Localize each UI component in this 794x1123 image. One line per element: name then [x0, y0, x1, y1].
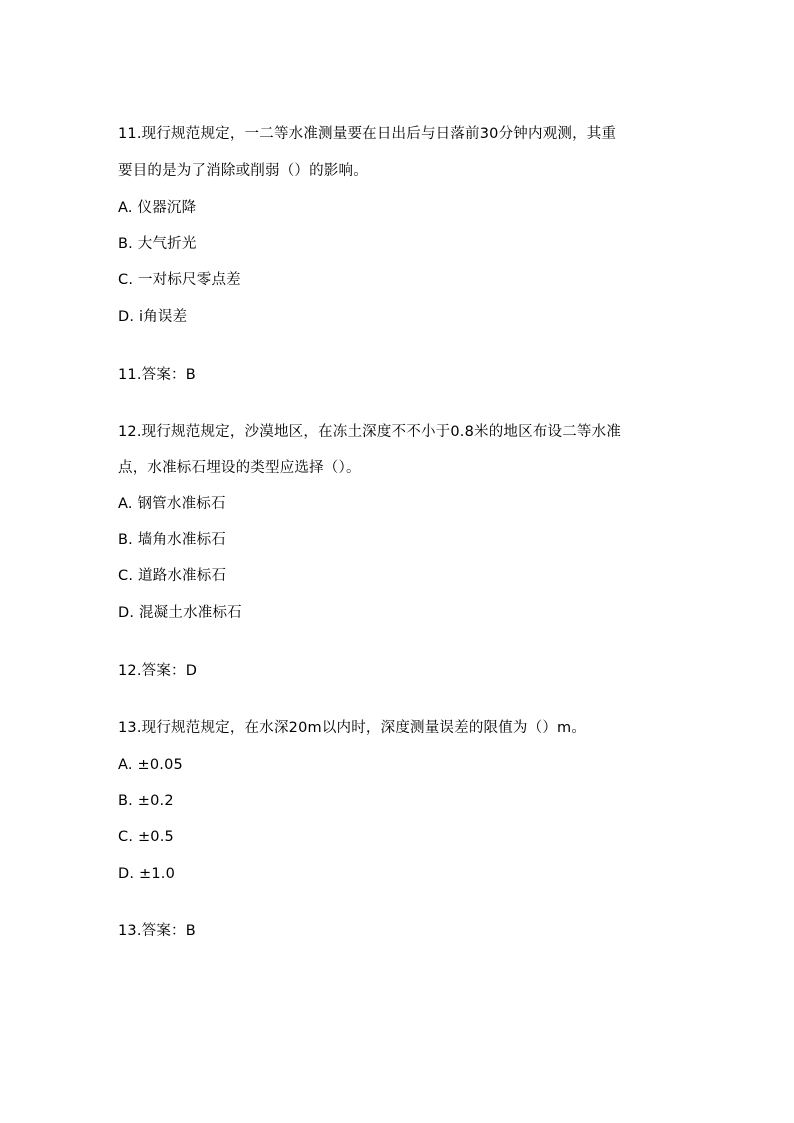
option-a: A. ±0.05 — [118, 757, 183, 773]
option-d: D. i角误差 — [118, 309, 188, 325]
option-b: B. 大气折光 — [118, 236, 197, 252]
question-stem-line: 13.现行规范规定，在水深20m以内时，深度测量误差的限值为（）m。 — [118, 720, 587, 736]
option-c: C. 道路水准标石 — [118, 568, 227, 584]
question-stem-line: 要目的是为了消除或削弱（）的影响。 — [118, 163, 368, 179]
option-c: C. 一对标尺零点差 — [118, 272, 241, 288]
answer: 11.答案：B — [118, 367, 196, 383]
option-b: B. 墙角水准标石 — [118, 532, 226, 548]
option-d: D. 混凝土水准标石 — [118, 605, 242, 621]
question-stem-line: 点，水准标石埋设的类型应选择（）。 — [118, 460, 361, 476]
answer: 13.答案：B — [118, 923, 196, 939]
option-a: A. 钢管水准标石 — [118, 496, 226, 512]
question-stem-line: 12.现行规范规定，沙漠地区，在冻土深度不不小于0.8米的地区布设二等水准 — [118, 424, 622, 440]
option-a: A. 仪器沉降 — [118, 200, 197, 216]
option-b: B. ±0.2 — [118, 793, 174, 809]
answer: 12.答案：D — [118, 663, 198, 679]
option-c: C. ±0.5 — [118, 829, 174, 845]
question-stem-line: 11.现行规范规定，一二等水准测量要在日出后与日落前30分钟内观测，其重 — [118, 126, 617, 142]
option-d: D. ±1.0 — [118, 866, 175, 882]
